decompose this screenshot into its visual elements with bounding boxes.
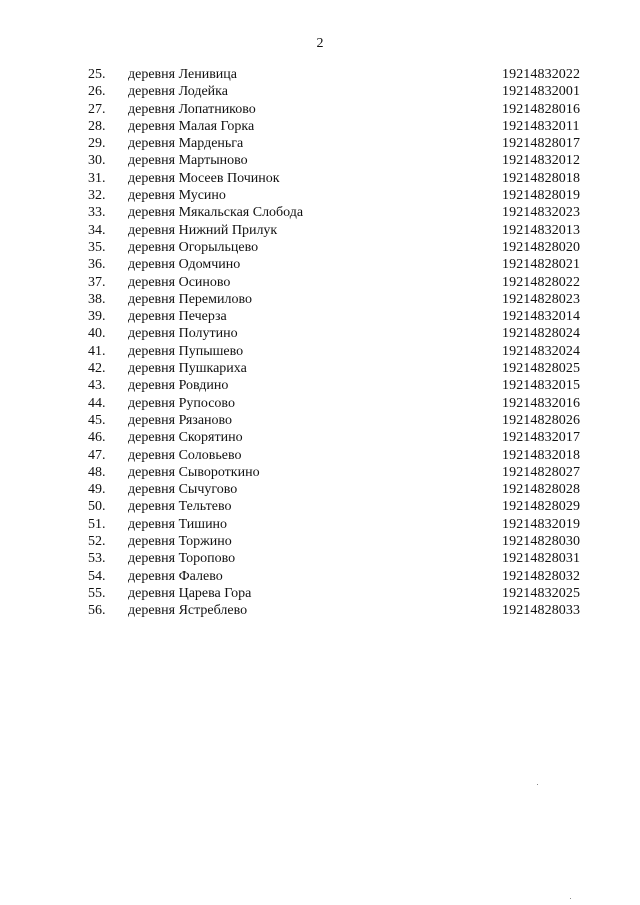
item-number: 47. bbox=[88, 447, 106, 463]
item-number: 33. bbox=[88, 205, 106, 221]
settlement-name: деревня Мякальская Слобода bbox=[128, 205, 304, 221]
item-number: 51. bbox=[88, 516, 106, 532]
list-item bbox=[0, 274, 640, 291]
item-number: 43. bbox=[88, 378, 106, 394]
oktmo-code: 19214828019 bbox=[502, 188, 581, 204]
settlement-name: деревня Осиново bbox=[128, 274, 231, 290]
oktmo-code: 19214832019 bbox=[502, 516, 581, 532]
oktmo-code: 19214832001 bbox=[502, 84, 581, 100]
item-number: 56. bbox=[88, 603, 106, 619]
item-number: 37. bbox=[88, 274, 106, 290]
item-number: 55. bbox=[88, 585, 106, 601]
list-item bbox=[0, 222, 640, 239]
list-item bbox=[0, 498, 640, 515]
oktmo-code: 19214828018 bbox=[502, 170, 581, 186]
list-item bbox=[0, 377, 640, 394]
item-number: 29. bbox=[88, 136, 106, 152]
oktmo-code: 19214828030 bbox=[502, 534, 581, 550]
settlement-name: деревня Лопатниково bbox=[128, 101, 256, 117]
oktmo-code: 19214832018 bbox=[502, 447, 581, 463]
settlement-name: деревня Тельтево bbox=[128, 499, 232, 515]
settlement-name: деревня Скорятино bbox=[128, 430, 243, 446]
list-item bbox=[0, 585, 640, 602]
list-item bbox=[0, 360, 640, 377]
item-number: 28. bbox=[88, 118, 106, 134]
item-number: 53. bbox=[88, 551, 106, 567]
settlement-name: деревня Ленивица bbox=[128, 67, 237, 82]
settlement-name: деревня Торжино bbox=[128, 534, 232, 550]
list-item bbox=[0, 152, 640, 169]
oktmo-code: 19214828020 bbox=[502, 239, 581, 255]
list-item bbox=[0, 464, 640, 481]
oktmo-code: 19214832011 bbox=[502, 118, 580, 134]
oktmo-code: 19214828023 bbox=[502, 291, 581, 307]
settlement-list bbox=[0, 66, 640, 620]
settlement-name: деревня Перемилово bbox=[128, 291, 252, 307]
list-item bbox=[0, 602, 640, 619]
settlement-name: деревня Рупосово bbox=[128, 395, 235, 411]
item-number: 35. bbox=[88, 239, 106, 255]
oktmo-code: 19214828029 bbox=[502, 499, 581, 515]
item-number: 32. bbox=[88, 188, 106, 204]
item-number: 52. bbox=[88, 534, 106, 550]
settlement-name: деревня Рязаново bbox=[128, 412, 233, 428]
item-number: 39. bbox=[88, 309, 106, 325]
item-number: 54. bbox=[88, 568, 106, 584]
list-item bbox=[0, 291, 640, 308]
oktmo-code: 19214828021 bbox=[502, 257, 581, 273]
settlement-name: деревня Малая Горка bbox=[128, 118, 255, 134]
list-item bbox=[0, 481, 640, 498]
settlement-name: деревня Марденьга bbox=[128, 136, 244, 152]
oktmo-code: 19214828017 bbox=[502, 136, 581, 152]
oktmo-code: 19214828027 bbox=[502, 464, 581, 480]
item-number: 30. bbox=[88, 153, 106, 169]
list-item bbox=[0, 187, 640, 204]
list-item bbox=[0, 204, 640, 221]
settlement-name: деревня Тишино bbox=[128, 516, 228, 532]
list-item bbox=[0, 412, 640, 429]
oktmo-code: 19214832017 bbox=[502, 430, 581, 446]
item-number: 46. bbox=[88, 430, 106, 446]
settlement-name: деревня Фалево bbox=[128, 568, 223, 584]
list-item bbox=[0, 135, 640, 152]
item-number: 45. bbox=[88, 412, 106, 428]
list-item bbox=[0, 308, 640, 325]
oktmo-code: 19214828025 bbox=[502, 361, 581, 377]
list-item bbox=[0, 118, 640, 135]
oktmo-code: 19214828032 bbox=[502, 568, 581, 584]
settlement-name: деревня Мосеев Починок bbox=[128, 170, 280, 186]
list-item bbox=[0, 550, 640, 567]
settlement-name: деревня Ястреблево bbox=[128, 603, 248, 619]
oktmo-code: 19214832024 bbox=[502, 343, 581, 359]
list-item bbox=[0, 343, 640, 360]
list-item bbox=[0, 533, 640, 550]
settlement-name: деревня Нижний Прилук bbox=[128, 222, 278, 238]
settlement-name: деревня Одомчино bbox=[128, 257, 241, 273]
oktmo-code: 19214828022 bbox=[502, 274, 581, 290]
item-number: 42. bbox=[88, 361, 106, 377]
oktmo-code: 19214832015 bbox=[502, 378, 581, 394]
settlement-name: деревня Соловьево bbox=[128, 447, 242, 463]
item-number: 49. bbox=[88, 482, 106, 498]
oktmo-code: 19214828024 bbox=[502, 326, 581, 342]
list-item bbox=[0, 429, 640, 446]
scan-speck bbox=[570, 898, 571, 899]
item-number: 31. bbox=[88, 170, 106, 186]
list-item bbox=[0, 325, 640, 342]
oktmo-code: 19214828016 bbox=[502, 101, 581, 117]
oktmo-code: 19214832022 bbox=[502, 67, 581, 82]
list-item bbox=[0, 516, 640, 533]
oktmo-code: 19214832025 bbox=[502, 585, 581, 601]
list-item bbox=[0, 256, 640, 273]
oktmo-code: 19214828031 bbox=[502, 551, 581, 567]
list-item bbox=[0, 101, 640, 118]
scan-speck bbox=[537, 784, 538, 785]
list-item bbox=[0, 66, 640, 83]
item-number: 25. bbox=[88, 67, 106, 82]
oktmo-code: 19214828026 bbox=[502, 412, 581, 428]
settlement-name: деревня Мартыново bbox=[128, 153, 248, 169]
oktmo-code: 19214828033 bbox=[502, 603, 581, 619]
item-number: 50. bbox=[88, 499, 106, 515]
list-item bbox=[0, 83, 640, 100]
list-item bbox=[0, 447, 640, 464]
list-item bbox=[0, 395, 640, 412]
settlement-name: деревня Печерза bbox=[128, 309, 227, 325]
settlement-name: деревня Пушкариха bbox=[128, 361, 247, 377]
oktmo-code: 19214832012 bbox=[502, 153, 581, 169]
item-number: 40. bbox=[88, 326, 106, 342]
list-item bbox=[0, 239, 640, 256]
list-item bbox=[0, 170, 640, 187]
list-item bbox=[0, 568, 640, 585]
page-number: 2 bbox=[316, 36, 324, 51]
settlement-name: деревня Сычугово bbox=[128, 482, 238, 498]
item-number: 26. bbox=[88, 84, 106, 100]
settlement-name: деревня Лодейка bbox=[128, 84, 228, 100]
oktmo-code: 19214832013 bbox=[502, 222, 581, 238]
item-number: 41. bbox=[88, 343, 106, 359]
oktmo-code: 19214832016 bbox=[502, 395, 581, 411]
item-number: 27. bbox=[88, 101, 106, 117]
item-number: 48. bbox=[88, 464, 106, 480]
settlement-name: деревня Торопово bbox=[128, 551, 236, 567]
settlement-name: деревня Сывороткино bbox=[128, 464, 260, 480]
oktmo-code: 19214832014 bbox=[502, 309, 581, 325]
oktmo-code: 19214828028 bbox=[502, 482, 581, 498]
item-number: 44. bbox=[88, 395, 106, 411]
oktmo-code: 19214832023 bbox=[502, 205, 581, 221]
settlement-name: деревня Полутино bbox=[128, 326, 238, 342]
settlement-name: деревня Мусино bbox=[128, 188, 226, 204]
item-number: 34. bbox=[88, 222, 106, 238]
item-number: 36. bbox=[88, 257, 106, 273]
settlement-name: деревня Царева Гора bbox=[128, 585, 252, 601]
settlement-name: деревня Огорыльцево bbox=[128, 239, 259, 255]
settlement-name: деревня Ровдино bbox=[128, 378, 229, 394]
item-number: 38. bbox=[88, 291, 106, 307]
settlement-name: деревня Пупышево bbox=[128, 343, 244, 359]
